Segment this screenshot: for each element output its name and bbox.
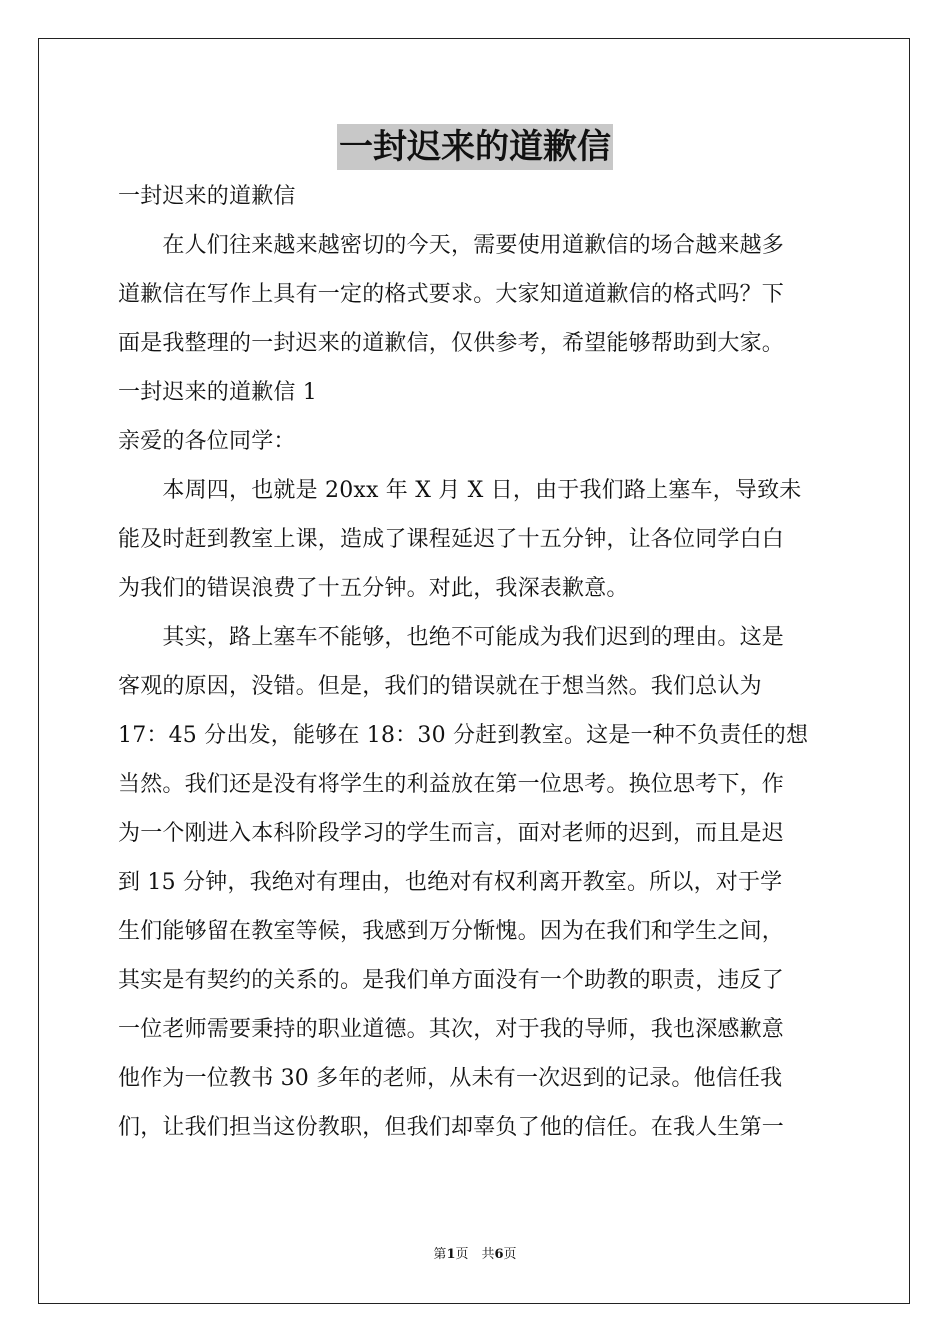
- page-label-prefix: 第: [433, 1247, 447, 1262]
- body-line: 能及时赶到教室上课，造成了课程延迟了十五分钟，让各位同学白白: [118, 527, 785, 552]
- body-line: 一封迟来的道歉信: [118, 184, 296, 209]
- body-line: 其实是有契约的关系的。是我们单方面没有一个助教的职责，违反了: [118, 968, 785, 993]
- body-line: 17：45 分出发，能够在 18：30 分赶到教室。这是一种不负责任的想: [118, 723, 809, 748]
- body-line: 本周四，也就是 20xx 年 X 月 X 日，由于我们路上塞车，导致未: [118, 478, 802, 503]
- body-line: 们，让我们担当这份教职，但我们却辜负了他的信任。在我人生第一: [118, 1115, 785, 1140]
- body-line: 他作为一位教书 30 多年的老师，从未有一次迟到的记录。他信任我: [118, 1066, 783, 1091]
- document-body: [118, 172, 838, 1152]
- body-line: 面是我整理的一封迟来的道歉信，仅供参考，希望能够帮助到大家。: [118, 331, 785, 356]
- page-label-mid: 页 共: [455, 1247, 495, 1262]
- page-label-suffix: 页: [503, 1247, 517, 1262]
- body-line: 为一个刚进入本科阶段学习的学生而言，面对老师的迟到，而且是迟: [118, 821, 785, 846]
- body-line: 为我们的错误浪费了十五分钟。对此，我深表歉意。: [118, 576, 629, 601]
- body-line: 亲爱的各位同学：: [118, 429, 296, 454]
- document-title: 一封迟来的道歉信: [337, 124, 613, 170]
- body-line: 到 15 分钟，我绝对有理由，也绝对有权利离开教室。所以，对于学: [118, 870, 783, 895]
- body-line: 一封迟来的道歉信 1: [118, 380, 317, 405]
- body-line: 客观的原因，没错。但是，我们的错误就在于想当然。我们总认为: [118, 674, 762, 699]
- body-line: 当然。我们还是没有将学生的利益放在第一位思考。换位思考下，作: [118, 772, 785, 797]
- page-number: 1: [446, 1247, 456, 1262]
- title-container: [0, 124, 950, 170]
- body-line: 道歉信在写作上具有一定的格式要求。大家知道道歉信的格式吗？下: [118, 282, 785, 307]
- page-footer: [0, 1246, 950, 1264]
- body-line: 其实，路上塞车不能够，也绝不可能成为我们迟到的理由。这是: [118, 625, 785, 650]
- body-line: 一位老师需要秉持的职业道德。其次，对于我的导师，我也深感歉意: [118, 1017, 785, 1042]
- body-line: 生们能够留在教室等候，我感到万分惭愧。因为在我们和学生之间，: [118, 919, 785, 944]
- body-line: 在人们往来越来越密切的今天，需要使用道歉信的场合越来越多: [118, 233, 785, 258]
- page-total: 6: [494, 1247, 504, 1262]
